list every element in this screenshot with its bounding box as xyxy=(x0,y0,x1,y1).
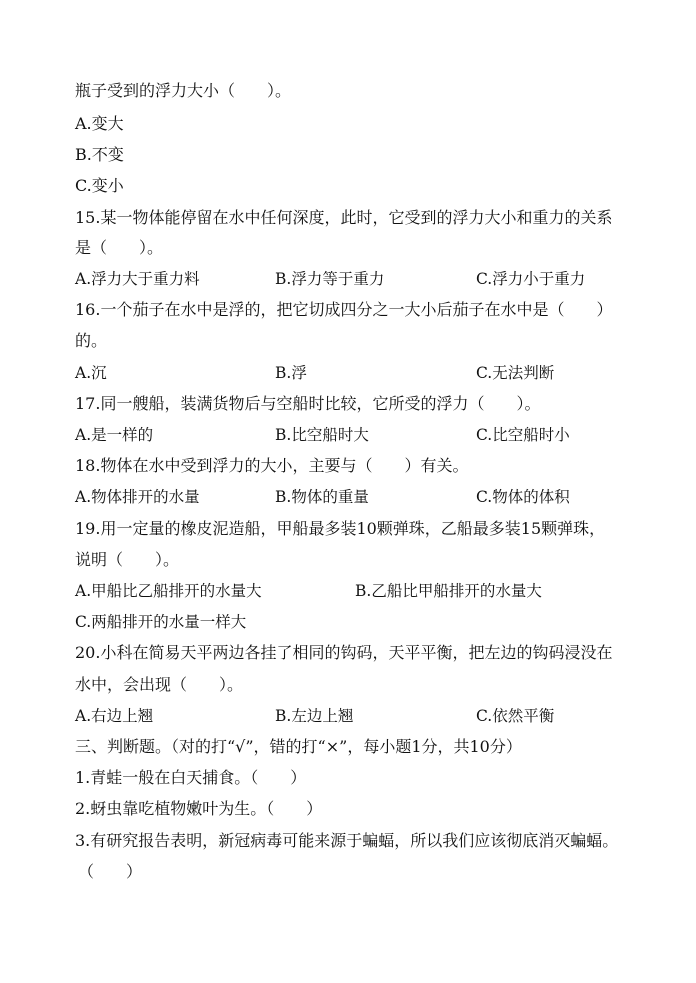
section-heading-judgement: 三、判断题。（对的打“√”，错的打“×”，每小题1分，共10分） xyxy=(75,737,522,756)
judgement-1: 1.青蛙一般在白天捕食。（ ） xyxy=(75,768,307,787)
q16-option-c: C.无法判断 xyxy=(476,364,555,382)
q19-option-c: C.两船排开的水量一样大 xyxy=(75,613,247,631)
q18-option-a: A.物体排开的水量 xyxy=(75,488,200,506)
option-c: C.变小 xyxy=(75,176,124,195)
question-16: 16.一个茄子在水中是浮的，把它切成四分之一大小后茄子在水中是（ ） xyxy=(75,300,613,319)
option-b: B.不变 xyxy=(75,145,124,164)
judgement-2: 2.蚜虫靠吃植物嫩叶为生。（ ） xyxy=(75,799,323,818)
q19-option-a: A.甲船比乙船排开的水量大 xyxy=(75,582,262,600)
question-16-cont: 的。 xyxy=(75,331,108,350)
judgement-3: 3.有研究报告表明，新冠病毒可能来源于蝙蝠，所以我们应该彻底消灭蝙蝠。 xyxy=(75,831,619,850)
q15-option-a: A.浮力大于重力料 xyxy=(75,270,200,288)
question-20: 20.小科在简易天平两边各挂了相同的钩码，天平平衡，把左边的钩码浸没在 xyxy=(75,643,613,662)
question-15: 15.某一物体能停留在水中任何深度，此时，它受到的浮力大小和重力的关系 xyxy=(75,208,613,227)
question-20-cont: 水中，会出现（ ）。 xyxy=(75,675,244,694)
q20-option-c: C.依然平衡 xyxy=(476,707,555,725)
question-15-cont: 是（ ）。 xyxy=(75,238,164,257)
question-19-cont: 说明（ ）。 xyxy=(75,550,180,569)
q15-option-b: B.浮力等于重力 xyxy=(275,270,385,288)
q17-option-b: B.比空船时大 xyxy=(275,426,369,444)
q18-option-b: B.物体的重量 xyxy=(275,488,369,506)
q20-option-a: A.右边上翘 xyxy=(75,707,154,725)
q17-option-a: A.是一样的 xyxy=(75,426,154,444)
question-continuation: 瓶子受到的浮力大小（ ）。 xyxy=(75,81,292,100)
q18-option-c: C.物体的体积 xyxy=(476,488,570,506)
q20-option-b: B.左边上翘 xyxy=(275,707,354,725)
question-18: 18.物体在水中受到浮力的大小，主要与（ ）有关。 xyxy=(75,456,469,475)
q19-option-b: B.乙船比甲船排开的水量大 xyxy=(355,582,542,600)
question-17: 17.同一艘船，装满货物后与空船时比较，它所受的浮力（ ）。 xyxy=(75,394,541,413)
q15-option-c: C.浮力小于重力 xyxy=(476,270,586,288)
option-a: A.变大 xyxy=(75,114,124,133)
q16-option-a: A.沉 xyxy=(75,364,107,382)
judgement-3-cont: （ ） xyxy=(78,862,143,881)
q16-option-b: B.浮 xyxy=(275,364,307,382)
question-19: 19.用一定量的橡皮泥造船，甲船最多装10颗弹珠，乙船最多装15颗弹珠， xyxy=(75,519,606,538)
q17-option-c: C.比空船时小 xyxy=(476,426,570,444)
